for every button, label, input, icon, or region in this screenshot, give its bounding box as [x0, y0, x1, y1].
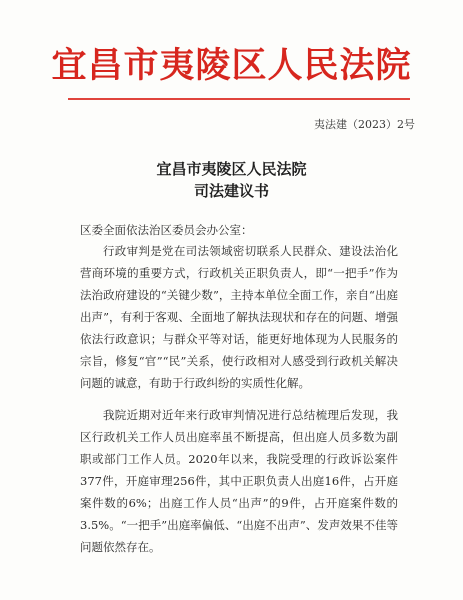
letterhead-title: 宜昌市夷陵区人民法院 [51, 46, 412, 86]
recipient-line: 区委全面依法治区委员会办公室： [80, 223, 253, 237]
document-title-type: 司法建议书 [193, 182, 269, 200]
letterhead-red-line [68, 98, 410, 100]
document-number: 夷法建（2023）2号 [314, 118, 415, 131]
body-paragraph: 行政审判是党在司法领域密切联系人民群众、建设法治化营商环境的重要方式，行政机关正职负责人，即“一把手”作为法治政府建设的“关键少数”，主持本单位全面工作，亲自“出庭出声”，有利于客观、全面地了解执法现状和存在的问题、增强依法行政意识；与群众平等对话，能更好地体现为人民服务的宗旨，修复“官”“民”关系，使行政相对人感受到行政机关解决问题的诚意，有助于行政纠纷的实质性化解。 [80, 244, 398, 390]
document-title-court: 宜昌市夷陵区人民法院 [156, 160, 307, 178]
body-paragraph: 我院近期对近年来行政审判情况进行总结梳理后发现，我区行政机关工作人员出庭率虽不断提高，但出庭人员多数为副职或部门工作人员。2020年以来，我院受理的行政诉讼案件377件，开庭审理256件，其中正职负责人出庭16件，占开庭案件数的6%；出庭工作人员“出声”的9件，占开庭案件数的3.5%。“一把手”出庭率偏低、“出庭不出声”、发声效果不佳等问题依然存在。 [80, 408, 398, 554]
